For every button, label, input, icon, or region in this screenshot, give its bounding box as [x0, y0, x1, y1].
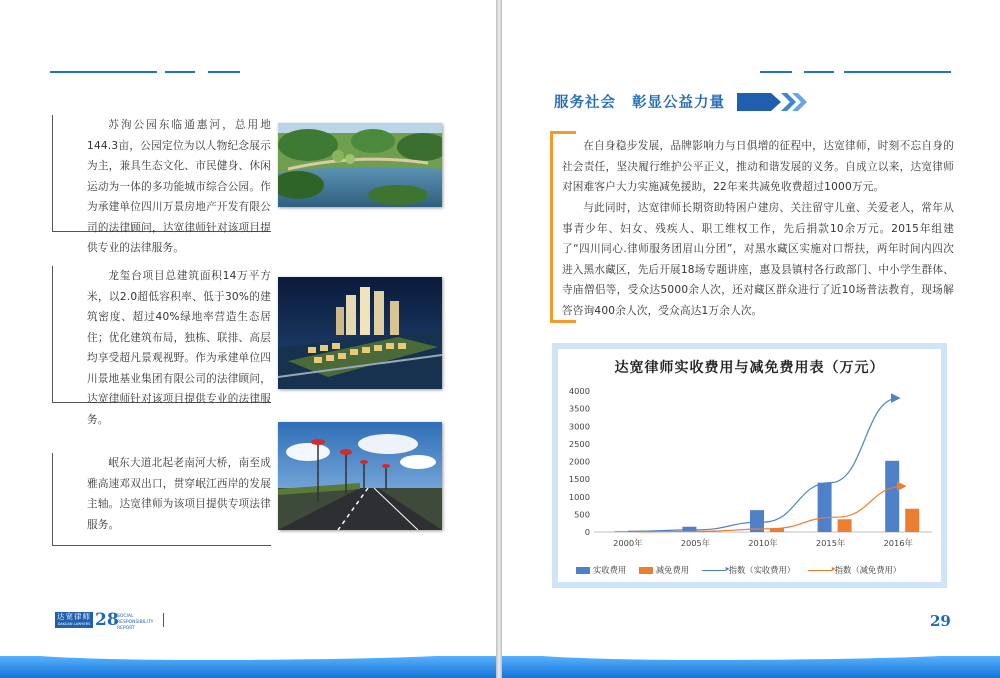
footer-wave-right	[502, 656, 1000, 678]
brand-logo	[55, 612, 93, 628]
chart-legend	[576, 564, 911, 576]
left-footer	[55, 612, 195, 634]
bar-actual-3	[818, 483, 832, 532]
bar-actual-0	[615, 531, 629, 532]
y-tick-label-5: 2500	[568, 438, 590, 449]
y-tick-label-4: 2000	[568, 456, 590, 467]
avenue-photo	[278, 422, 442, 530]
service-paragraph-2: 与此同时，达宽律师长期资助特困户建房、关注留守儿童、关爱老人，常年从事青少年、妇女、残疾人、职工维权工作，先后捐款10余万元。2015年组建了“四川同心.律师服务团眉山分团”，对黑水藏区实施对口帮扶，两年时间内四次进入黑水藏区，先后开展18场专题讲座，惠及县镇村各行政部门、中小学生群体、寺庙僧侣等，受众达5000余人次，还对藏区群众进行了近10场普法教育，现场解答咨询400余人次，受众高达1万余人次。	[562, 202, 954, 317]
header-rule-5	[804, 71, 834, 73]
x-tick-label-2: 2010年	[748, 538, 778, 548]
x-tick-label-4: 2016年	[883, 538, 913, 548]
project-description-3: 岷东大道北起老南河大桥，南至成雅高速邓双出口，贯穿岷江西岸的发展主轴。达宽律师为该项目提供专项法律服务。	[52, 453, 271, 546]
y-tick-label-2: 1000	[568, 491, 590, 502]
section-title-a: 服务社会	[554, 95, 616, 111]
y-tick-label-6: 3000	[568, 421, 590, 432]
report-label: SOCIAL RESPONSIBILITY REPORT	[117, 614, 154, 631]
y-tick-label-0: 0	[584, 527, 590, 537]
footer-divider	[163, 613, 164, 627]
header-rule-4	[760, 71, 792, 73]
header-rule-6	[844, 71, 951, 73]
legend-item-1: 减免费用	[639, 564, 689, 576]
service-paragraph-1: 在自身稳步发展，品牌影响力与日俱增的征程中，达宽律师，时刻不忘自身的社会责任，坚决履行维护公平正义，推动和谐发展的义务。自成立以来，达宽律师对困难客户大力实施减免援助，22年来共减免收费超过1000万元。	[562, 140, 954, 193]
y-tick-label-7: 3500	[568, 403, 590, 414]
park-photo	[278, 123, 442, 207]
x-tick-label-1: 2005年	[680, 538, 711, 548]
y-tick-label-8: 4000	[568, 386, 590, 396]
title-ribbon-arrow	[737, 91, 809, 113]
left-page	[0, 0, 496, 678]
y-tick-label-1: 500	[574, 509, 590, 520]
trend-line-waived	[634, 486, 904, 532]
legend-item-0: 实收费用	[576, 564, 626, 576]
bar-waived-4	[905, 509, 919, 532]
header-rule-2	[165, 71, 195, 73]
legend-item-2: ▸ 指数（实收费用）	[702, 564, 795, 576]
page-number-right: 29	[930, 612, 951, 630]
right-page	[502, 0, 1000, 678]
header-rule-3	[208, 71, 240, 73]
project-description-1: 苏洵公园东临通惠河，总用地144.3亩，公园定位为以人物纪念展示为主，兼具生态文化、市民健身、休闲运动为一体的多功能城市综合公园。作为承建单位四川万景房地产开发有限公司的法律顾问，达宽律师针对该项目提供专业的法律服务。	[52, 115, 271, 232]
fee-chart	[558, 349, 941, 582]
brand-name-en: DAKUAN LAWYERS	[57, 622, 91, 626]
residential-aerial-photo	[278, 277, 442, 389]
brand-name-cn: 达宽律师	[57, 612, 91, 621]
section-title-b: 彰显公益力量	[632, 95, 725, 111]
page-number-left: 28	[95, 610, 119, 630]
header-rule-1	[50, 71, 157, 73]
project-description-2: 龙玺台项目总建筑面积14万平方米，以2.0超低容积率、低于30%的建筑密度、超过40%绿地率营造生态居住；优化建筑布局，独栋、联排、高层均享受超凡景观视野。作为承建单位四川景地基业集团有限公司的法律顾问，达宽律师针对该项目提供专业的法律服务。	[52, 266, 271, 403]
x-tick-label-3: 2015年	[815, 538, 846, 548]
bar-waived-3	[838, 519, 852, 532]
y-tick-label-3: 1500	[568, 474, 590, 485]
fee-chart-card	[552, 343, 947, 588]
legend-item-3: ▸ 指数（减免费用）	[808, 564, 901, 576]
footer-wave-left	[0, 656, 496, 678]
chart-title: 达宽律师实收费用与减免费用表（万元）	[614, 360, 885, 376]
section-title	[554, 91, 725, 112]
x-tick-label-0: 2000年	[613, 538, 643, 548]
bar-actual-4	[885, 461, 899, 532]
